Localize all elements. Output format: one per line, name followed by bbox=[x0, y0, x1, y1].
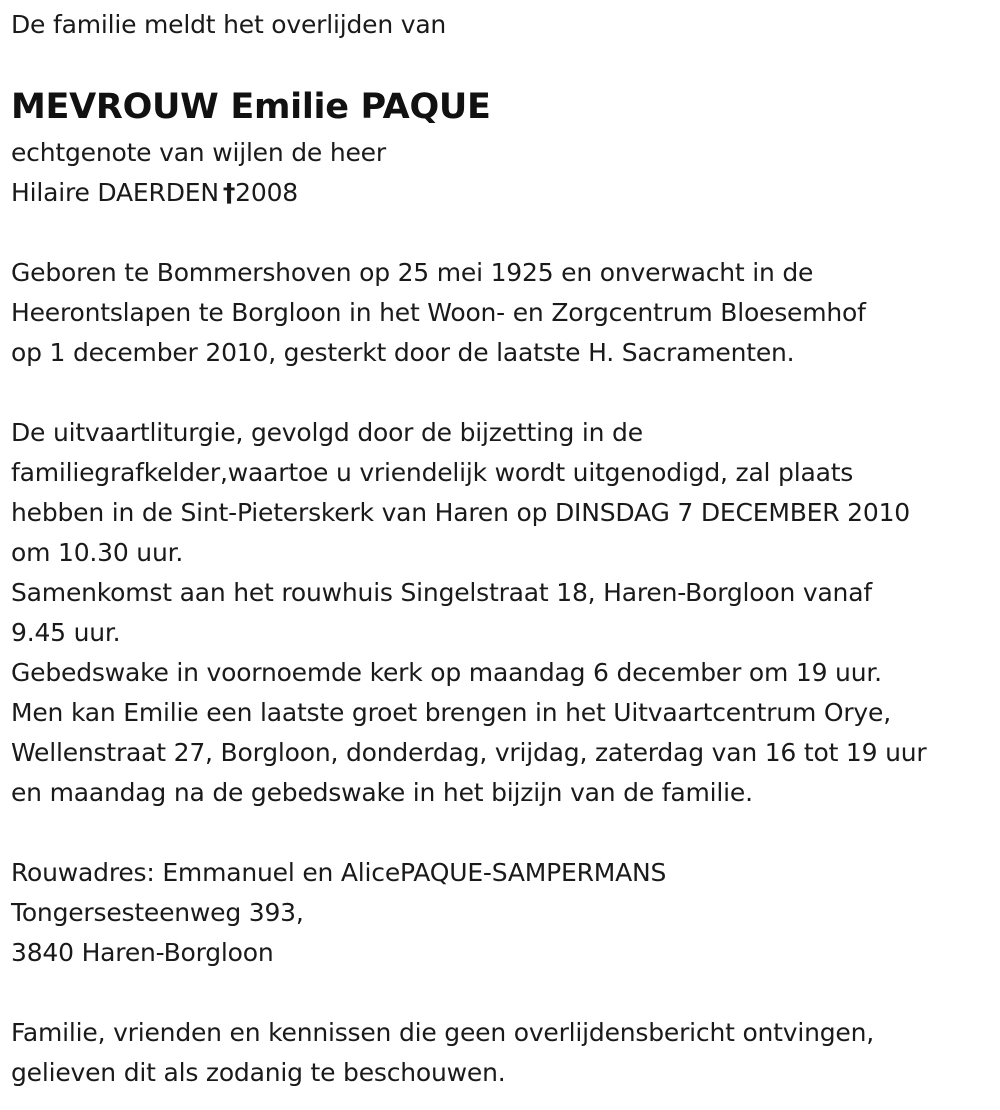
paragraph-line: Gebedswake in voornoemde kerk op maandag 6 december om 19 uur. bbox=[11, 658, 882, 687]
deceased-name: MEVROUW Emilie PAQUE bbox=[11, 87, 491, 127]
address-line: 3840 Haren-Borgloon bbox=[11, 938, 274, 967]
paragraph-line: Familie, vrienden en kennissen die geen overlijdensbericht ontvingen, bbox=[11, 1018, 875, 1047]
closing-paragraph bbox=[11, 1013, 991, 1093]
paragraph-line: familiegrafkelder,waartoe u vriendelijk wordt uitgenodigd, zal plaats bbox=[11, 458, 854, 487]
paragraph-line: hebben in de Sint-Pieterskerk van Haren op DINSDAG 7 DECEMBER 2010 bbox=[11, 498, 910, 527]
paragraph-line: 9.45 uur. bbox=[11, 618, 121, 647]
paragraph-line: Samenkomst aan het rouwhuis Singelstraat 18, Haren-Borgloon vanaf bbox=[11, 578, 872, 607]
cross-icon: † bbox=[222, 178, 236, 207]
paragraph-line: om 10.30 uur. bbox=[11, 538, 184, 567]
paragraph-line: en maandag na de gebedswake in het bijzijn van de familie. bbox=[11, 778, 753, 807]
spacer bbox=[11, 213, 991, 253]
death-notice bbox=[11, 5, 991, 1093]
spouse-line bbox=[11, 173, 991, 213]
intro-text: De familie meldt het overlijden van bbox=[11, 10, 447, 39]
relation-text: echtgenote van wijlen de heer bbox=[11, 138, 386, 167]
spacer bbox=[11, 45, 991, 81]
paragraph-line: gelieven dit als zodanig te beschouwen. bbox=[11, 1058, 506, 1087]
spacer bbox=[11, 973, 991, 1013]
paragraph-line: Men kan Emilie een laatste groet brengen in het Uitvaartcentrum Orye, bbox=[11, 698, 891, 727]
spacer bbox=[11, 813, 991, 853]
spouse-name: Hilaire DAERDEN bbox=[11, 178, 219, 207]
paragraph-line: Geboren te Bommershoven op 25 mei 1925 en onverwacht in de bbox=[11, 258, 814, 287]
funeral-paragraph bbox=[11, 413, 991, 813]
paragraph-line: op 1 december 2010, gesterkt door de laatste H. Sacramenten. bbox=[11, 338, 795, 367]
address-line: Rouwadres: Emmanuel en AlicePAQUE-SAMPERMANS bbox=[11, 858, 667, 887]
paragraph-line: Wellenstraat 27, Borgloon, donderdag, vrijdag, zaterdag van 16 tot 19 uur bbox=[11, 738, 927, 767]
spacer bbox=[11, 373, 991, 413]
address-line: Tongersesteenweg 393, bbox=[11, 898, 304, 927]
paragraph-line: Heerontslapen te Borgloon in het Woon- en Zorgcentrum Bloesemhof bbox=[11, 298, 866, 327]
address-block bbox=[11, 853, 991, 973]
birth-death-paragraph bbox=[11, 253, 991, 373]
spouse-death-year: 2008 bbox=[235, 178, 298, 207]
paragraph-line: De uitvaartliturgie, gevolgd door de bijzetting in de bbox=[11, 418, 643, 447]
